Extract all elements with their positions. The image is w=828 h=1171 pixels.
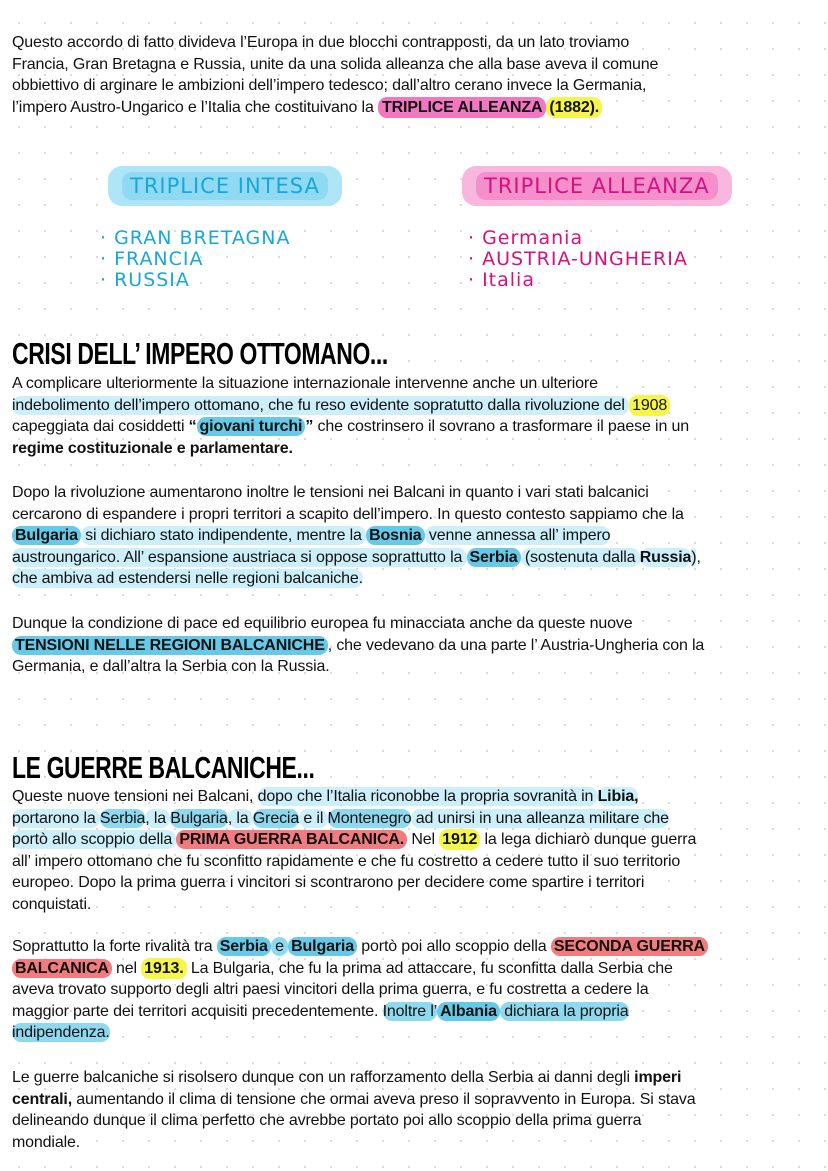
highlighted-text: giovani turchi — [197, 417, 306, 436]
highlighted-text: portarono la — [12, 809, 100, 827]
highlighted-text: Bulgaria — [170, 809, 228, 827]
list-item: · AUSTRIA-UNGHERIA — [468, 248, 688, 270]
text-segment: Dopo la rivoluzione aumentarono inoltre le tensioni nei Balcani in quanto i vari stati balcanici — [12, 484, 649, 501]
triplice-intesa-list — [100, 228, 290, 291]
highlighted-text: (1882). — [546, 97, 602, 118]
bold-text: “ — [188, 418, 197, 436]
highlighted-text: che ambiva ad estendersi nelle regioni balcaniche. — [12, 570, 363, 588]
highlighted-text: Montenegro — [327, 809, 412, 827]
text-line — [12, 54, 658, 76]
highlighted-text: dopo che l’Italia riconobbe la propria sovranità in — [257, 788, 598, 805]
highlighted-text: Bulgaria — [12, 526, 81, 545]
highlighted-text: Libia, — [597, 788, 639, 805]
text-line — [12, 894, 696, 916]
text-segment: La Bulgaria, che fu la prima ad attaccare, fu sconfitta dalla Serbia che — [186, 959, 673, 977]
highlighted-text: Albania — [437, 1002, 500, 1021]
text-segment: Soprattutto la forte rivalità tra — [12, 938, 217, 955]
paragraph-crisi-3 — [12, 613, 704, 678]
triplice-alleanza-title: TRIPLICE ALLEANZA — [476, 172, 718, 200]
text-segment: obbiettivo di arginare le ambizioni dell’impero tedesco; dall’altro cerano invece la Germania, — [12, 77, 647, 95]
text-segment: Le guerre balcaniche si risolsero dunque con un rafforzamento della Serbia ai danni degli — [12, 1069, 635, 1086]
highlighted-text: , la — [227, 809, 253, 827]
triplice-intesa-title: TRIPLICE INTESA — [122, 172, 328, 200]
text-line — [12, 97, 658, 119]
bold-text: imperi — [634, 1069, 682, 1086]
text-segment: maggior parte dei territori acquisiti precedentemente. — [12, 1002, 383, 1020]
text-line — [12, 438, 689, 460]
highlighted-text: indebolimento dell’impero ottomano, che fu reso evidente sopratutto dalla rivoluzione del — [12, 396, 630, 414]
highlighted-text: 1913. — [141, 958, 186, 979]
text-segment: A complicare ulteriormente la situazione internazionale intervenne anche un ulteriore — [12, 375, 598, 392]
text-line — [12, 786, 696, 808]
highlighted-text: Serbia — [99, 809, 146, 827]
text-line — [12, 872, 696, 894]
highlighted-text: Bosnia — [366, 526, 424, 545]
text-line — [12, 416, 689, 438]
text-segment: nel — [111, 959, 142, 977]
text-line — [12, 32, 658, 54]
text-segment: all’ impero ottomano che fu sconfitto rapidamente e che fu costretto a cedere tutto il suo territorio — [12, 852, 681, 870]
text-line — [12, 373, 689, 395]
text-segment: che costrinsero il sovrano a trasformare il paese in un — [313, 418, 689, 436]
text-line — [12, 613, 704, 635]
list-item: · Italia — [468, 269, 535, 291]
text-line — [12, 656, 704, 678]
text-segment: cercarono di espandere i propri territori a scapito dell’impero. In questo contesto sappiamo che la — [12, 505, 684, 523]
highlighted-text: SECONDA GUERRA — [551, 937, 708, 956]
highlighted-text: si dichiaro stato indipendente, mentre la — [80, 527, 367, 545]
text-segment: mondiale. — [12, 1133, 81, 1151]
highlighted-text: Inoltre l’ — [382, 1002, 438, 1020]
text-line — [12, 568, 701, 590]
text-segment: Dunque la condizione di pace ed equilibrio europea fu minacciata anche da queste nuove — [12, 615, 633, 632]
list-item: · Germania — [468, 227, 584, 249]
bold-text: centrali, — [12, 1090, 73, 1108]
list-item: · GRAN BRETAGNA — [100, 227, 291, 249]
paragraph-intro — [12, 32, 658, 118]
highlighted-text: venne annessa all’ impero — [424, 527, 611, 545]
triplice-intesa-title-box — [108, 166, 342, 206]
list-item: · FRANCIA — [100, 248, 204, 270]
highlighted-text: ) — [691, 548, 697, 566]
highlighted-text: e — [270, 938, 289, 955]
highlighted-text: , la — [145, 809, 171, 827]
text-line — [12, 1001, 708, 1023]
text-line — [12, 1132, 695, 1154]
highlighted-text: Serbia — [467, 548, 521, 567]
text-segment: delineando dunque il clima perfetto che avrebbe portato poi allo scoppio della prima guerra — [12, 1112, 642, 1130]
text-segment: aumentando il clima di tensione che ormai aveva preso il sopravvento in Europa. Si stava — [72, 1090, 696, 1108]
highlighted-text: dichiara la propria — [499, 1002, 629, 1020]
highlighted-text: Russia — [639, 548, 692, 566]
text-segment: l’impero Austro-Ungarico e l’Italia che costituivano la — [12, 98, 378, 116]
highlighted-text: (sostenuta dalla — [520, 548, 640, 566]
highlighted-text: e il — [299, 809, 328, 827]
text-line — [12, 482, 701, 504]
highlighted-text: PRIMA GUERRA BALCANICA. — [176, 830, 407, 849]
heading-crisi-impero-ottomano: CRISI DELL’ IMPERO OTTOMANO... — [12, 336, 388, 371]
text-line — [12, 525, 701, 547]
text-segment: Queste nuove tensioni nei Balcani, — [12, 788, 258, 805]
bold-text: regime costituzionale e parlamentare. — [12, 439, 293, 457]
triplice-alleanza-title-box — [462, 166, 732, 206]
text-line — [12, 808, 696, 830]
highlighted-text: BALCANICA — [12, 959, 112, 978]
highlighted-text: Grecia — [252, 809, 300, 827]
highlighted-text: indipendenza. — [12, 1024, 110, 1042]
text-line — [12, 504, 701, 526]
text-line — [12, 1067, 695, 1089]
highlighted-text: 1908 — [629, 395, 670, 416]
bold-text: ” — [305, 418, 314, 436]
text-segment: portò poi allo scoppio della — [356, 938, 551, 955]
text-segment: europeo. Dopo la prima guerra i vincitori si scontrarono per decidere come spartire i territori — [12, 874, 645, 892]
paragraph-guerre-3 — [12, 1067, 695, 1153]
paragraph-crisi-1 — [12, 373, 689, 459]
text-segment: aveva trovato supporto degli altri paesi vincitori della prima guerra, e fu costretta a cedere la — [12, 981, 649, 999]
text-line — [12, 936, 708, 958]
text-line — [12, 75, 658, 97]
highlighted-text: TENSIONI NELLE REGIONI BALCANICHE — [12, 636, 328, 655]
text-segment: la lega dichiarò dunque guerra — [480, 831, 697, 849]
text-segment: , che vedevano da una parte l’ Austria-Ungheria con la — [327, 636, 705, 654]
text-line — [12, 635, 704, 657]
text-line — [12, 829, 696, 851]
text-segment: conquistati. — [12, 895, 92, 913]
highlighted-text: austroungarico. All’ espansione austriaca si oppose soprattutto la — [12, 548, 467, 566]
highlighted-text: Serbia — [217, 937, 271, 956]
text-line — [12, 1089, 695, 1111]
text-line — [12, 979, 708, 1001]
heading-guerre-balcaniche: LE GUERRE BALCANICHE... — [12, 750, 315, 785]
highlighted-text: ad unirsi in una alleanza militare che — [411, 809, 669, 827]
text-segment: Nel — [407, 831, 440, 849]
paragraph-guerre-2 — [12, 936, 708, 1044]
triplice-alleanza-list — [468, 228, 688, 291]
paragraph-crisi-2 — [12, 482, 701, 590]
highlighted-text: Bulgaria — [288, 937, 357, 956]
text-segment: Questo accordo di fatto divideva l’Europa in due blocchi contrapposti, da un lato troviamo — [12, 34, 630, 51]
text-line — [12, 851, 696, 873]
text-line — [12, 1022, 708, 1044]
text-segment: capeggiata dai cosiddetti — [12, 418, 189, 436]
paragraph-guerre-1 — [12, 786, 696, 916]
text-line — [12, 547, 701, 569]
highlighted-text: TRIPLICE ALLEANZA — [378, 97, 546, 118]
highlighted-text: portò allo scoppio della — [12, 831, 177, 849]
text-line — [12, 958, 708, 980]
text-segment: Francia, Gran Bretagna e Russia, unite da una solida alleanza che alla base aveva il comune — [12, 55, 659, 73]
highlighted-text: 1912 — [439, 829, 480, 850]
text-line — [12, 395, 689, 417]
text-line — [12, 1110, 695, 1132]
list-item: · RUSSIA — [100, 269, 190, 291]
text-segment: Germania, e dall’altra la Serbia con la Russia. — [12, 658, 330, 676]
text-segment: , — [696, 548, 701, 566]
